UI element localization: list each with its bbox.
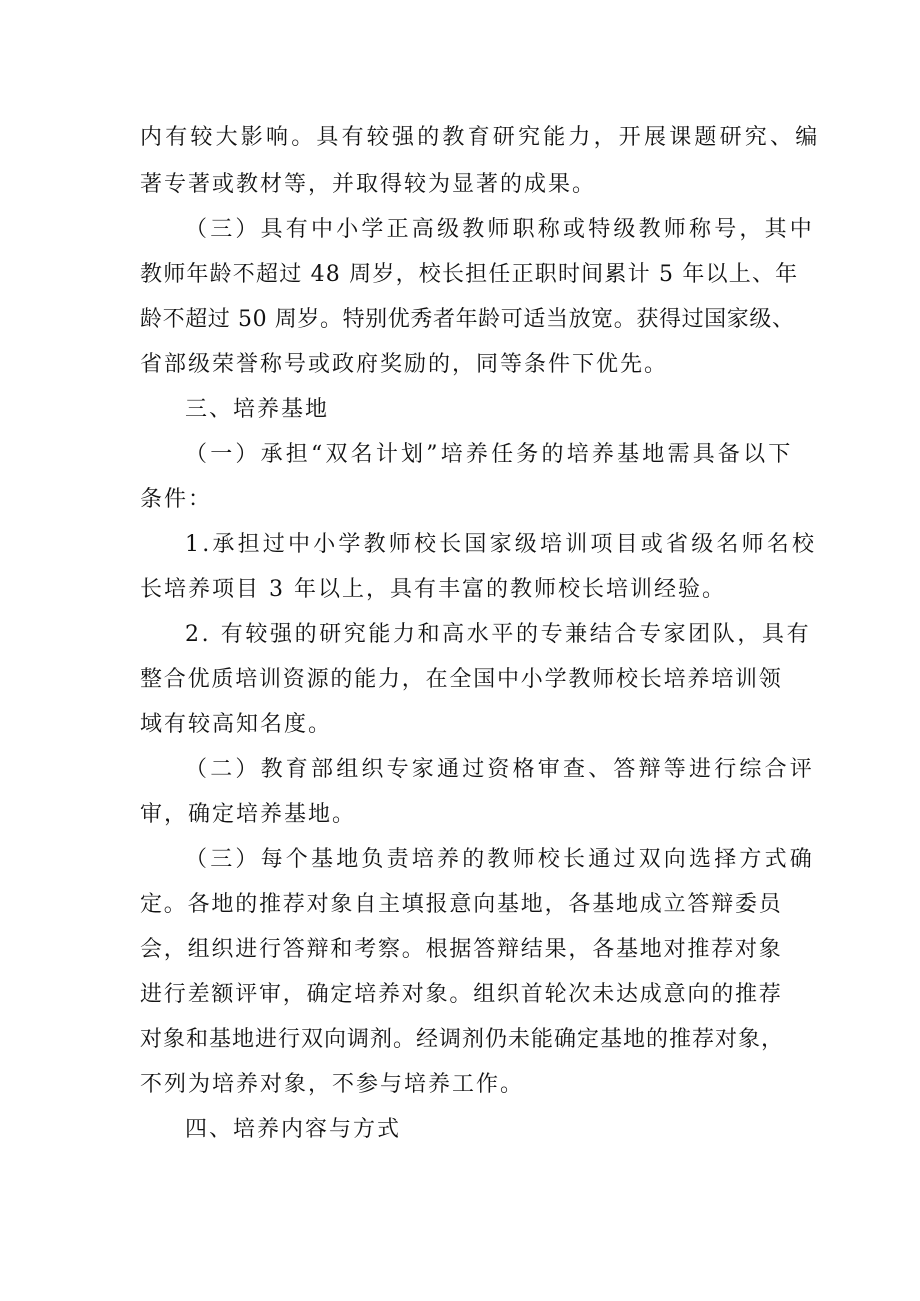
text-line-13: 整合优质培训资源的能力，在全国中小学教师校长培养培训领 xyxy=(140,667,783,692)
text-line-2: 著专著或教材等，并取得较为显著的成果。 xyxy=(140,172,597,197)
text-line-22: 不列为培养对象，不参与培养工作。 xyxy=(140,1072,525,1097)
text-line-11: 长培养项目 3 年以上，具有丰富的教师校长培训经验。 xyxy=(140,577,726,602)
text-line-9: 条件： xyxy=(140,487,213,512)
text-line-18: 定。各地的推荐对象自主填报意向基地，各基地成立答辩委员 xyxy=(140,892,783,917)
text-line-5: 龄不超过 50 周岁。特别优秀者年龄可适当放宽。获得过国家级、 xyxy=(140,307,795,332)
section-heading-3: 三、培养基地 xyxy=(185,397,330,422)
text-line-19: 会，组织进行答辩和考察。根据答辩结果，各基地对推荐对象 xyxy=(140,937,783,962)
text-line-20: 进行差额评审，确定培养对象。组织首轮次未达成意向的推荐 xyxy=(140,982,783,1007)
text-line-21: 对象和基地进行双向调剂。经调剂仍未能确定基地的推荐对象， xyxy=(140,1027,785,1052)
section-heading-4: 四、培养内容与方式 xyxy=(185,1117,402,1142)
text-line-16: 审，确定培养基地。 xyxy=(140,802,357,827)
text-line-17: （三）每个基地负责培养的教师校长通过双向选择方式确 xyxy=(185,847,816,872)
text-line-8: （一）承担“双名计划”培养任务的培养基地需具备以下 xyxy=(185,442,794,467)
text-line-3: （三）具有中小学正高级教师职称或特级教师称号，其中 xyxy=(185,217,816,242)
text-line-4: 教师年龄不超过 48 周岁，校长担任正职时间累计 5 年以上、年 xyxy=(140,262,799,287)
text-line-14: 域有较高知名度。 xyxy=(140,712,333,737)
text-line-10: 1.承担过中小学教师校长国家级培训项目或省级名师名校 xyxy=(185,532,818,557)
text-line-12: 2. 有较强的研究能力和高水平的专兼结合专家团队，具有 xyxy=(185,622,812,647)
text-line-1: 内有较大影响。具有较强的教育研究能力，开展课题研究、编 xyxy=(140,125,821,150)
text-line-15: （二）教育部组织专家通过资格审查、答辩等进行综合评 xyxy=(185,757,816,782)
text-line-6: 省部级荣誉称号或政府奖励的，同等条件下优先。 xyxy=(140,352,669,377)
